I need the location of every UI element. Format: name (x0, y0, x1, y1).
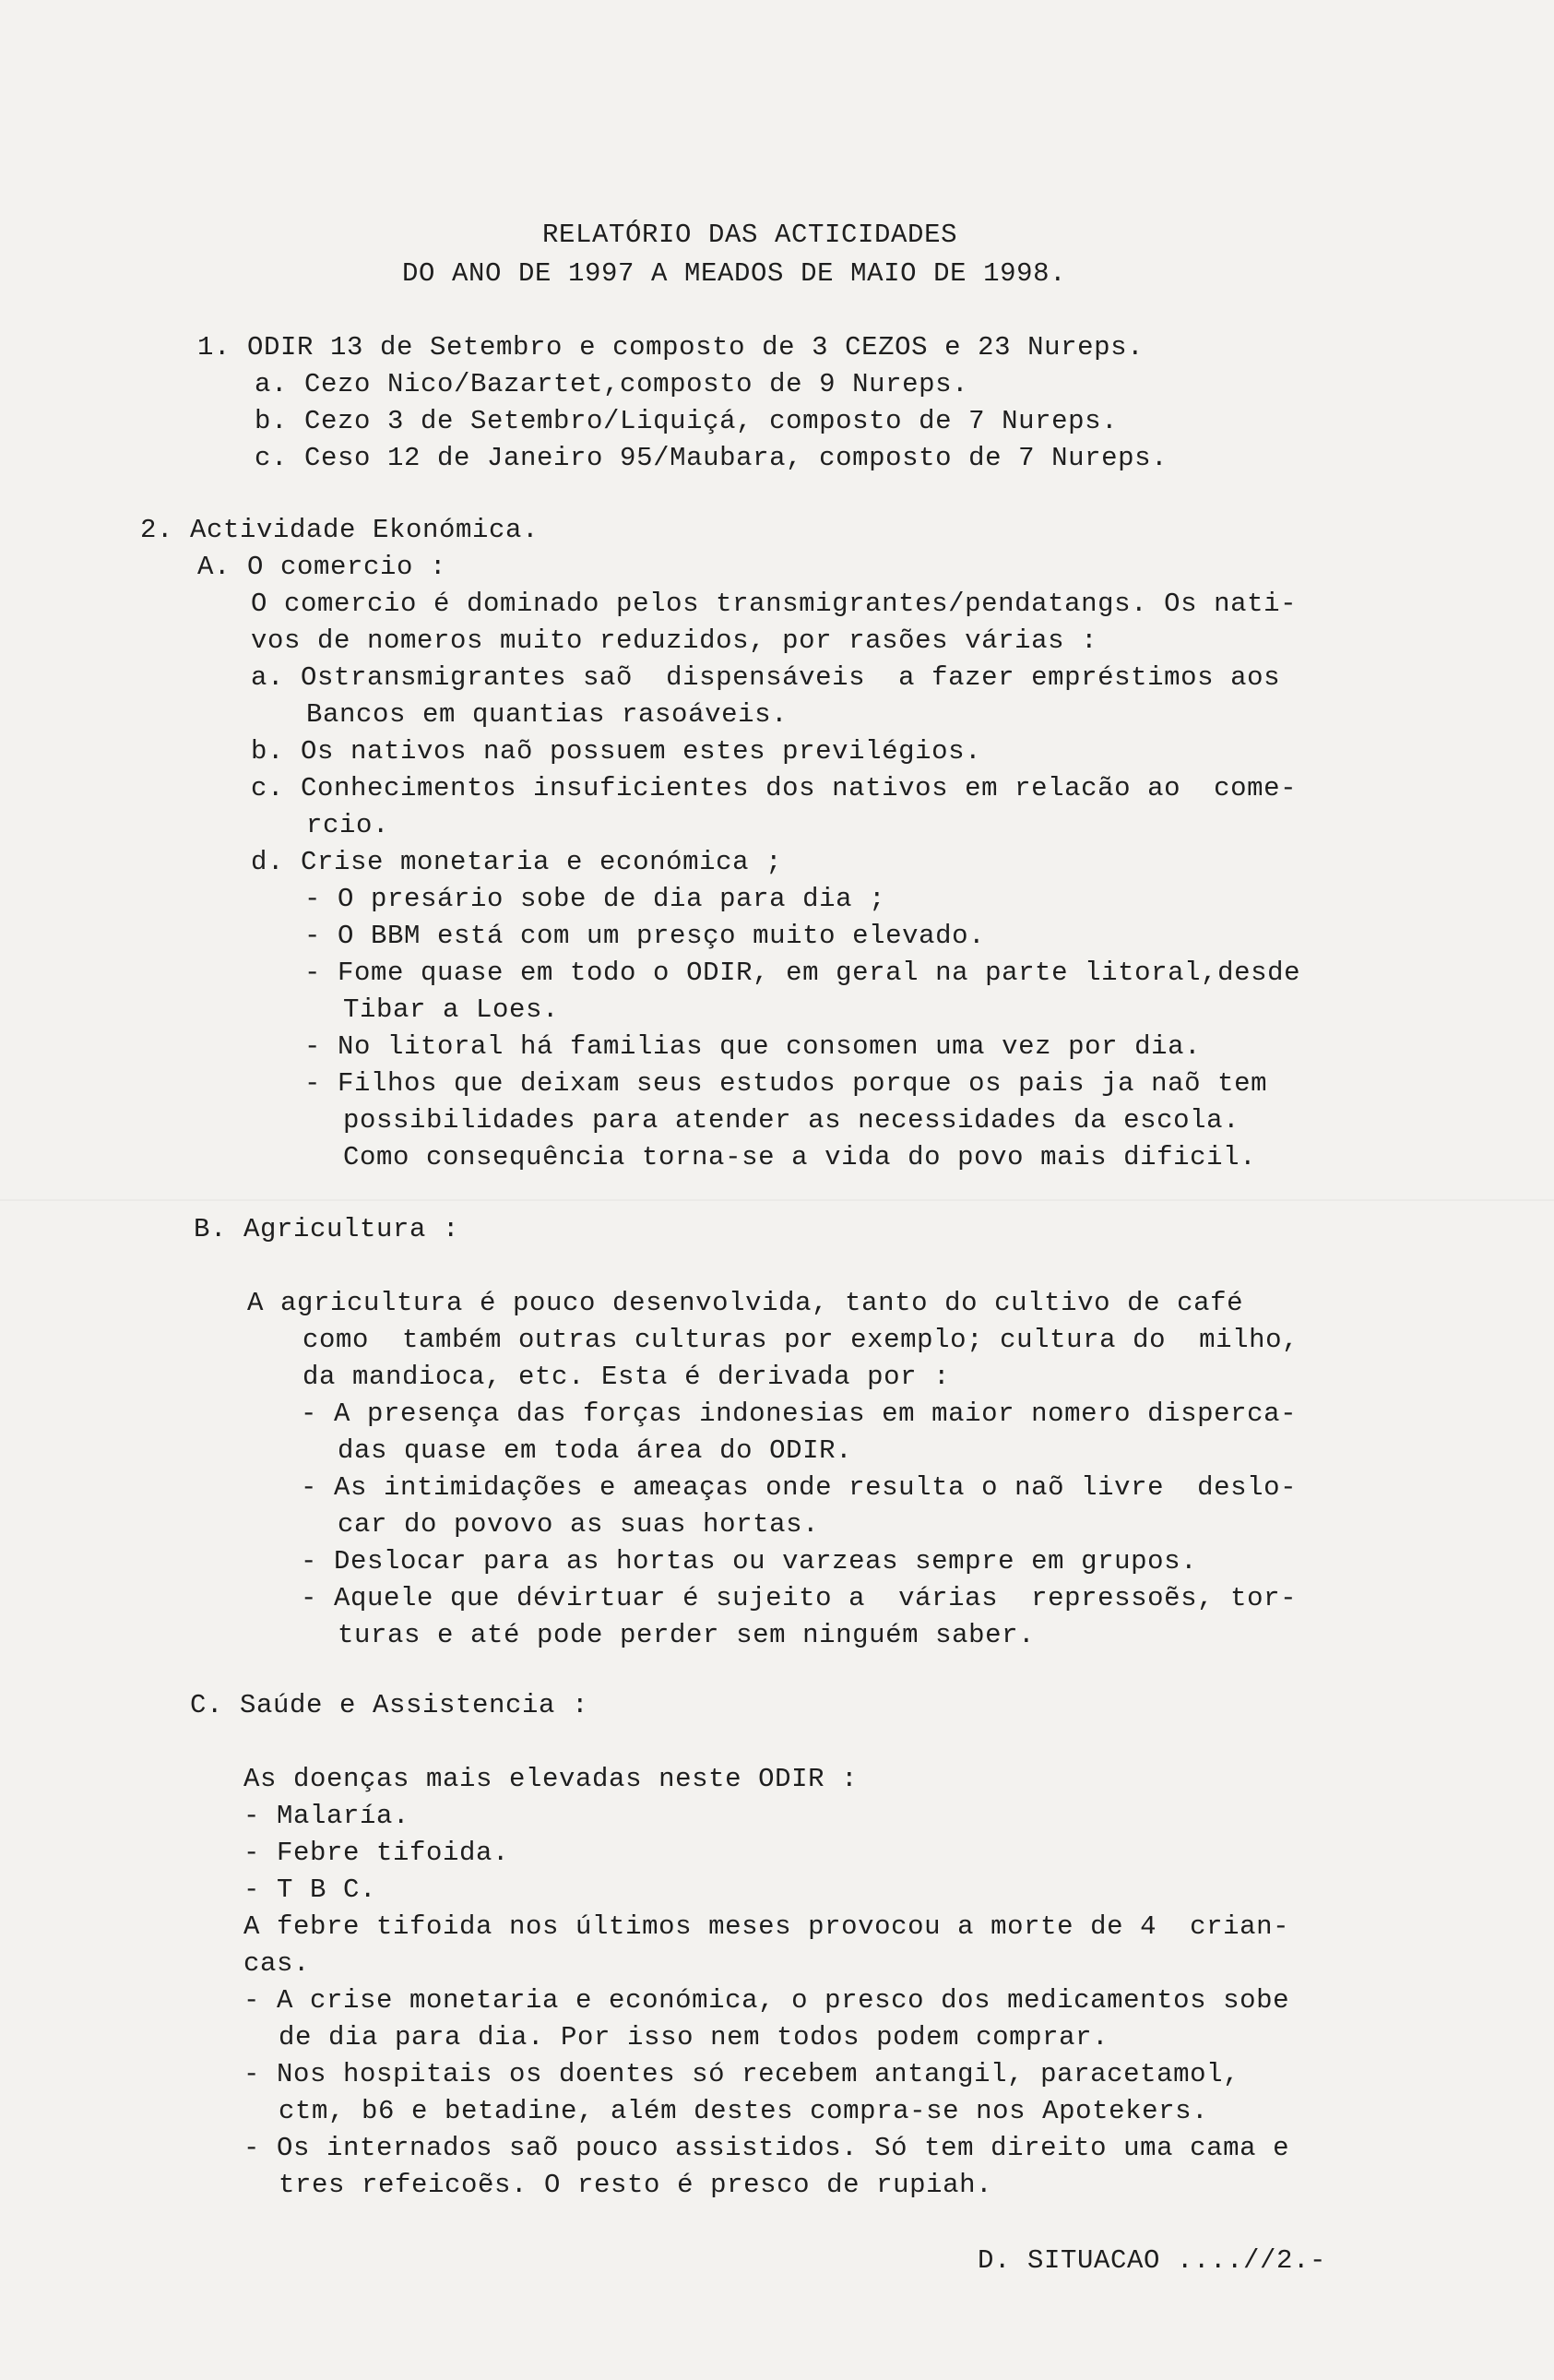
bullet-item-continuation: car do povovo as suas hortas. (338, 1509, 820, 1540)
list-item: d. Crise monetaria e económica ; (251, 847, 783, 877)
section-1-item: c. Ceso 12 de Janeiro 95/Maubara, composto de 7 Nureps. (255, 443, 1168, 473)
list-item: b. Os nativos naõ possuem estes previlégios. (251, 736, 982, 767)
bullet-item-continuation: de dia para dia. Por isso nem todos podem comprar. (279, 2022, 1109, 2053)
title-line-1: RELATÓRIO DAS ACTICIDADES (542, 220, 958, 250)
bullet-item-continuation: tres refeicoẽs. O resto é presco de rupiah. (279, 2170, 993, 2200)
bullet-item: - As intimidações e ameaças onde resulta o naõ livre deslo- (301, 1472, 1298, 1503)
bullet-item-continuation: turas e até pode perder sem ninguém saber. (338, 1620, 1036, 1650)
bullet-item: - A presença das forças indonesias em maior nomero disperca- (301, 1398, 1298, 1429)
page-continuation-footer: D. SITUACAO ....//2.- (978, 2245, 1327, 2276)
bullet-item-continuation: ctm, b6 e betadine, além destes compra-se nos Apotekers. (279, 2096, 1209, 2126)
bullet-item: - Fome quase em todo o ODIR, em geral na parte litoral,desde (304, 958, 1301, 988)
bullet-item-continuation: das quase em toda área do ODIR. (338, 1435, 853, 1466)
section-1-heading: 1. ODIR 13 de Setembro e composto de 3 CEZOS e 23 Nureps. (197, 332, 1145, 363)
subsection-c-heading: C. Saúde e Assistencia : (190, 1690, 589, 1720)
list-item-continuation: Bancos em quantias rasoáveis. (306, 699, 789, 730)
page-fold (0, 1199, 1554, 1201)
section-2-heading: 2. Actividade Ekonómica. (140, 515, 540, 545)
subsection-a-heading: A. O comercio : (197, 552, 447, 582)
bullet-item: - Febre tifoida. (243, 1838, 510, 1868)
paragraph-line: A agricultura é pouco desenvolvida, tanto do cultivo de café (247, 1288, 1244, 1318)
paragraph-line: como também outras culturas por exemplo; cultura do milho, (302, 1325, 1299, 1355)
paragraph-line: As doenças mais elevadas neste ODIR : (243, 1764, 859, 1794)
bullet-item-continuation: Como consequência torna-se a vida do povo mais dificil. (343, 1142, 1257, 1172)
paragraph-line: cas. (243, 1948, 311, 1979)
section-1-item: a. Cezo Nico/Bazartet,composto de 9 Nureps. (255, 369, 969, 399)
paragraph-line: O comercio é dominado pelos transmigrantes/pendatangs. Os nati- (251, 589, 1298, 619)
paragraph-line: A febre tifoida nos últimos meses provocou a morte de 4 crian- (243, 1911, 1290, 1942)
list-item: c. Conhecimentos insuficientes dos nativos em relacão ao come- (251, 773, 1298, 803)
bullet-item-continuation: possibilidades para atender as necessidades da escola. (343, 1105, 1240, 1136)
list-item-continuation: rcio. (306, 810, 390, 840)
paragraph-line: da mandioca, etc. Esta é derivada por : (302, 1362, 951, 1392)
paragraph-line: vos de nomeros muito reduzidos, por rasões várias : (251, 625, 1098, 656)
bullet-item: - O presário sobe de dia para dia ; (304, 884, 886, 914)
bullet-item: - Nos hospitais os doentes só recebem antangil, paracetamol, (243, 2059, 1240, 2089)
bullet-item: - Filhos que deixam seus estudos porque os pais ja naõ tem (304, 1068, 1268, 1099)
bullet-item: - A crise monetaria e económica, o presco dos medicamentos sobe (243, 1985, 1290, 2016)
bullet-item: - O BBM está com um presço muito elevado. (304, 921, 986, 951)
list-item: a. Ostransmigrantes saõ dispensáveis a fazer empréstimos aos (251, 662, 1281, 693)
bullet-item: - No litoral há familias que consomen uma vez por dia. (304, 1031, 1202, 1062)
section-1-item: b. Cezo 3 de Setembro/Liquiçá, composto de 7 Nureps. (255, 406, 1119, 436)
bullet-item: - Malaría. (243, 1801, 410, 1831)
bullet-item: - Deslocar para as hortas ou varzeas sempre em grupos. (301, 1546, 1198, 1577)
subsection-b-heading: B. Agricultura : (194, 1214, 460, 1244)
bullet-item-continuation: Tibar a Loes. (343, 994, 560, 1025)
bullet-item: - Aquele que dévirtuar é sujeito a várias repressoẽs, tor- (301, 1583, 1298, 1613)
title-line-2: DO ANO DE 1997 A MEADOS DE MAIO DE 1998. (402, 258, 1067, 289)
bullet-item: - Os internados saõ pouco assistidos. Só tem direito uma cama e (243, 2133, 1290, 2163)
bullet-item: - T B C. (243, 1874, 377, 1905)
